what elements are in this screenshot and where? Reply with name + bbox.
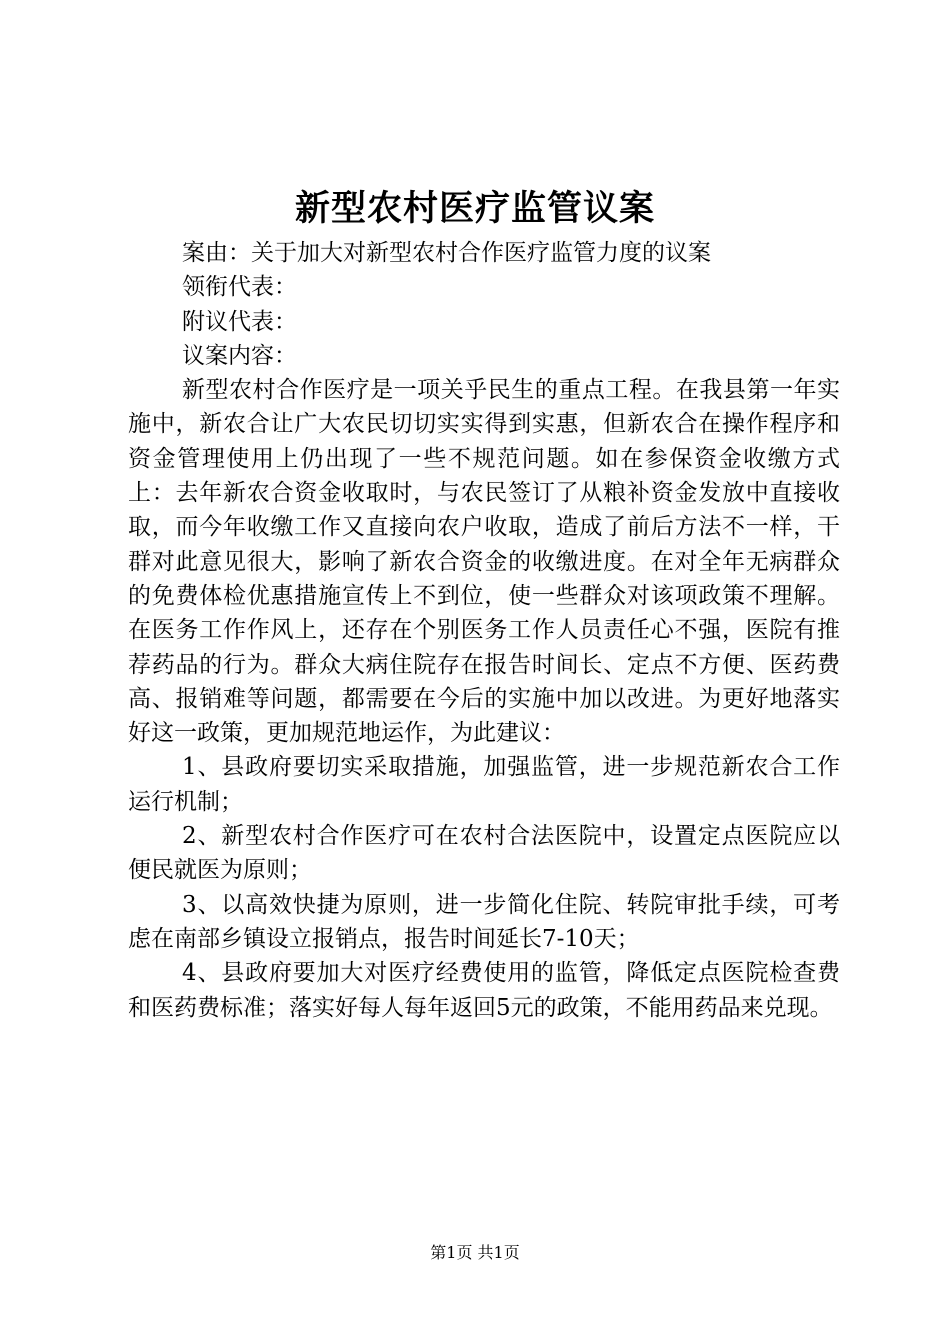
suggestion-item: 1、县政府要切实采取措施，加强监管，进一步规范新农合工作运行机制； [128, 754, 840, 815]
lead-representative: 领衔代表： [182, 274, 297, 301]
case-reason: 案由：关于加大对新型农村合作医疗监管力度的议案 [182, 240, 711, 266]
content-label: 议案内容： [182, 342, 297, 369]
document-body [128, 236, 840, 1025]
document-title: 新型农村医疗监管议案 [294, 188, 655, 229]
suggestion-item: 3、以高效快捷为原则，进一步简化住院、转院审批手续，可考虑在南部乡镇设立报销点，报告时间延长7-10天； [128, 891, 840, 952]
co-representative: 附议代表： [182, 308, 297, 335]
suggestion-item: 2、新型农村合作医疗可在农村合法医院中，设置定点医院应以便民就医为原则； [128, 823, 840, 884]
suggestion-item: 4、县政府要加大对医疗经费使用的监管，降低定点医院检查费和医药费标准；落实好每人每年返回5元的政策，不能用药品来兑现。 [128, 960, 840, 1021]
main-paragraph: 新型农村合作医疗是一项关乎民生的重点工程。在我县第一年实施中，新农合让广大农民切切实实得到实惠，但新农合在操作程序和资金管理使用上仍出现了一些不规范问题。如在参保资金收缴方式上：去年新农合资金收取时，与农民签订了从粮补资金发放中直接收取，而今年收缴工作又直接向农户收取，造成了前后方法不一样，干群对此意见很大，影响了新农合资金的收缴进度。在对全年无病群众的免费体检优惠措施宣传上不到位，使一些群众对该项政策不理解。在医务工作作风上，还存在个别医务工作人员责任心不强，医院有推荐药品的行为。群众大病住院存在报告时间长、定点不方便、医药费高、报销难等问题，都需要在今后的实施中加以改进。为更好地落实好这一政策，更加规范地运作，为此建议： [128, 377, 840, 747]
page-footer: 第1页 共1页 [430, 1243, 520, 1262]
